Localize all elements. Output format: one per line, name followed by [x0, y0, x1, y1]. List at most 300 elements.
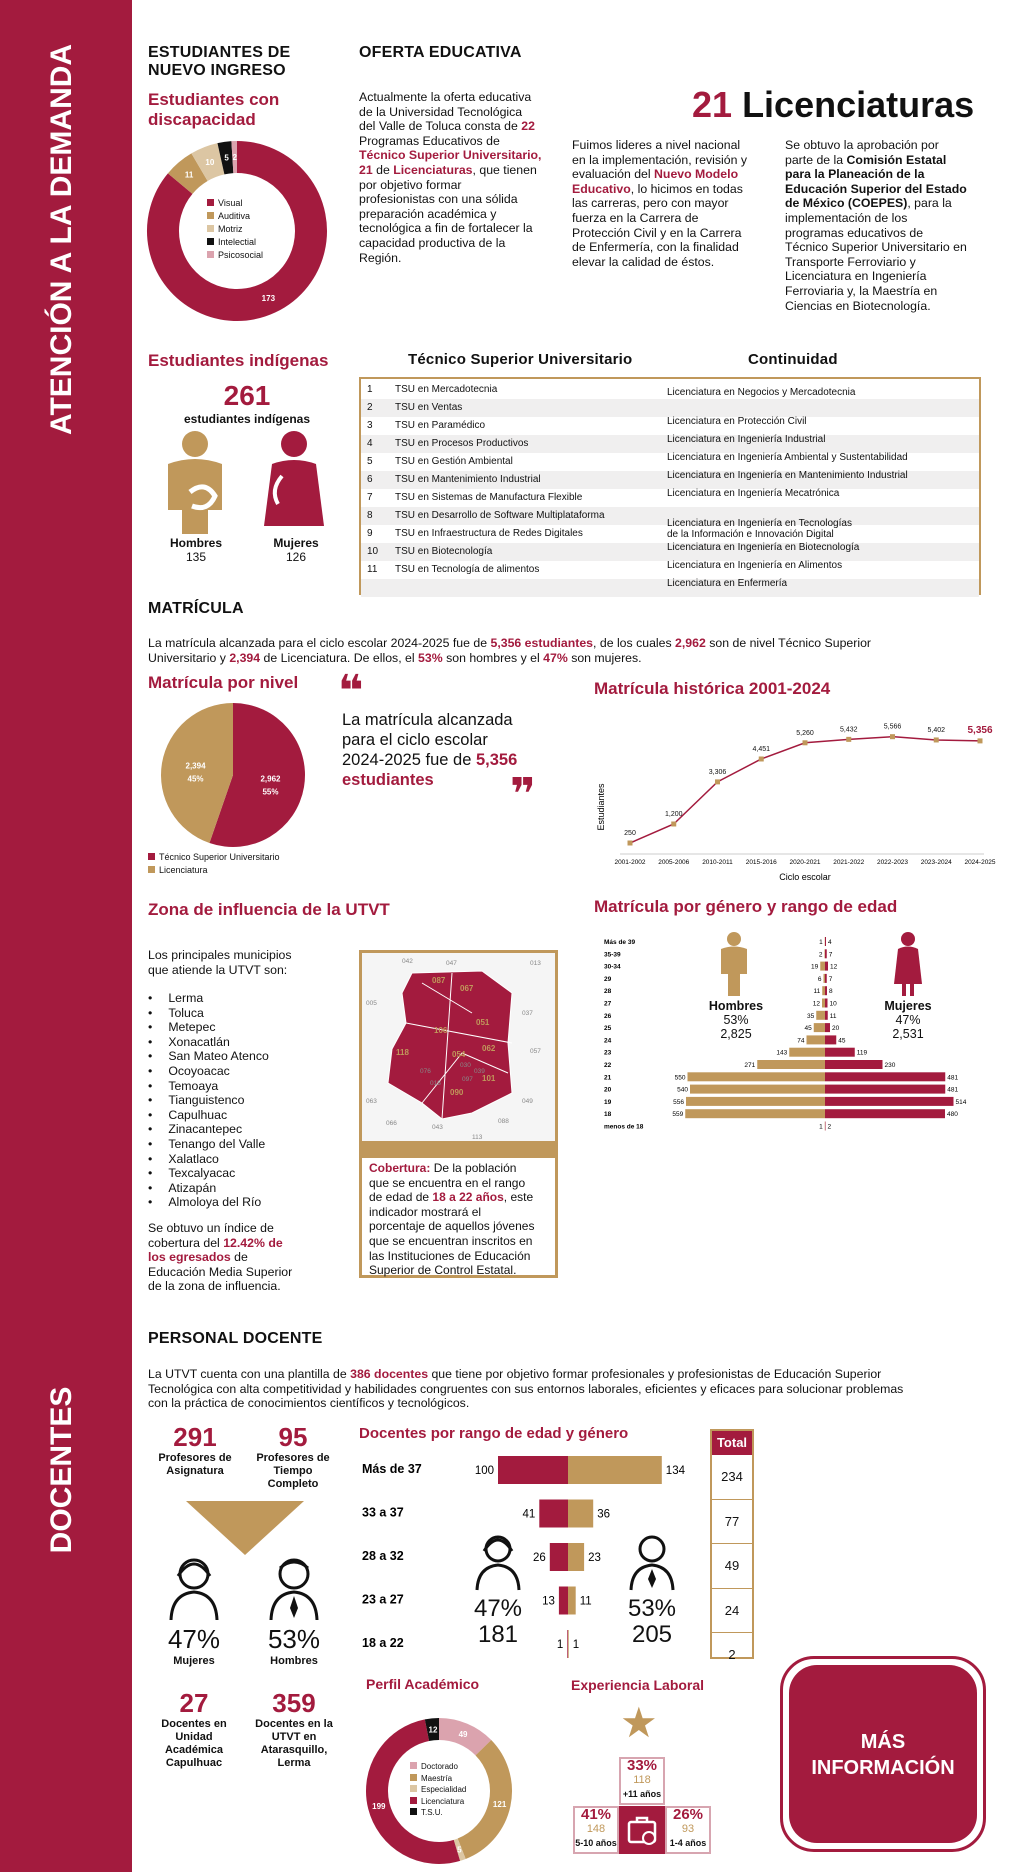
exp-5-10-box: 41% 148 5-10 años — [573, 1806, 619, 1854]
donut-value: 5 — [457, 1845, 462, 1855]
oferta-text-3: Se obtuvo la aprobación por parte de la Comisión Estatal para la Planeación de la Educación Superior del Estado de México (COEPES), para la implementación de los programas educativos de Técnico Superior Universitario en Transporte Ferroviario y Licenciatura en Ingeniería Ferroviaria y, la Maestría en Ciencias en Biotecnología. — [785, 138, 967, 313]
map-code: 062 — [482, 1044, 496, 1053]
tabla-header-tsu: Técnico Superior Universitario — [408, 351, 633, 368]
donut-value: 2 — [232, 153, 237, 163]
pie-value: 2,962 — [260, 774, 281, 784]
map-code: 066 — [386, 1120, 397, 1127]
bar-hombres — [822, 986, 825, 995]
value-hombres: 11 — [813, 988, 821, 996]
bar-mujeres — [825, 1072, 945, 1081]
table-row — [361, 399, 979, 417]
bar-mujeres — [825, 999, 828, 1008]
value-hombres: 550 — [674, 1074, 686, 1082]
rango-hombre-icon — [628, 1533, 676, 1591]
section-title-docentes: DOCENTES — [45, 1386, 78, 1554]
value-mujeres: 20 — [832, 1025, 840, 1033]
legend-item: T.S.U. — [410, 1807, 466, 1819]
value-hombres: 556 — [673, 1098, 684, 1106]
donut-value: 12 — [428, 1725, 438, 1735]
value-mujeres: 7 — [828, 951, 833, 959]
pie-pct: 55% — [262, 787, 279, 797]
municipio-item: • Tianguistenco — [148, 1093, 245, 1108]
row-number: 6 — [367, 474, 373, 485]
tiempo-completo-count: 95 — [278, 1422, 308, 1452]
map-code: 018 — [430, 1080, 441, 1087]
bar-mujeres — [550, 1543, 568, 1571]
map-code: 047 — [446, 960, 457, 967]
row-number: 4 — [367, 438, 373, 449]
total-cell: 234 — [721, 1469, 743, 1484]
row-number: 1 — [367, 384, 373, 395]
value-hombres: 559 — [672, 1111, 684, 1119]
value-hombres: 6 — [817, 975, 822, 983]
oferta-text-1: Actualmente la oferta educativa de la Universidad Tecnológica del Valle de Toluca consta de 22 Programas Educativos de Técnico Superior Universitario, 21 de Licenciaturas, que tienen por objetivo formar profesionistas con una sólida preparación académica y tecnológica a fin de fortalecer la capacidad productiva de la Región. — [359, 90, 542, 265]
age-label: 19 — [604, 1098, 612, 1106]
value-hombres: 1 — [819, 939, 823, 946]
historica-title: Matrícula histórica 2001-2024 — [594, 679, 831, 698]
donut-value: 121 — [492, 1800, 507, 1810]
oferta-title: OFERTA EDUCATIVA — [359, 44, 522, 61]
data-label: 5,566 — [883, 723, 902, 731]
bar-hombres — [824, 974, 826, 983]
municipio-item: • Temoaya — [148, 1078, 219, 1093]
map-code: 049 — [522, 1098, 533, 1105]
mujeres-pct: 47% — [167, 1624, 221, 1654]
legend-item: Técnico Superior Universitario — [148, 851, 280, 864]
bar-hombres — [825, 949, 826, 958]
matricula-text: La matrícula alcanzada para el ciclo escolar 2024-2025 fue de 5,356 estudiantes, de los cuales 2,962 son de nivel Técnico Superior Universitario y 2,394 de Licenciatura. De ellos, el 53% son hombres y el 47% son mujeres. — [148, 636, 872, 665]
legend-item: Auditiva — [207, 210, 263, 223]
cobertura-box: Cobertura: De la población que se encuentra en el rango de edad de 18 a 22 años, este indicador mostrará el porcentaje de aquellos jóvenes que se encuentran inscritos en las Instituciones de Educación Superior de Control Estatal. — [359, 1144, 558, 1278]
bar-mujeres — [825, 1109, 945, 1118]
value-mujeres: 12 — [830, 963, 838, 971]
value-mujeres: 13 — [542, 1595, 555, 1608]
age-label: menos de 18 — [604, 1123, 644, 1131]
rango-mujeres: 47% 181 — [473, 1595, 523, 1648]
map-code: 030 — [460, 1062, 471, 1069]
tabla-header-continuidad: Continuidad — [748, 351, 838, 368]
map-code: 005 — [366, 1000, 377, 1007]
value-mujeres: 4 — [828, 939, 832, 946]
value-hombres: 36 — [597, 1508, 610, 1521]
age-label: 20 — [604, 1086, 612, 1094]
man-icon — [160, 430, 230, 535]
data-label: 5,432 — [839, 726, 858, 734]
mujeres-icon — [892, 932, 924, 998]
value-mujeres: 230 — [884, 1062, 896, 1069]
municipios-list — [148, 991, 269, 1210]
donut-value: 11 — [184, 170, 194, 180]
age-label: 24 — [604, 1037, 612, 1045]
municipio-item: • Almoloya del Río — [148, 1195, 262, 1210]
historica-chart — [590, 712, 996, 884]
municipio-item: • Atizapán — [148, 1180, 217, 1195]
data-label: 3,306 — [708, 768, 727, 776]
rango-label: 23 a 27 — [362, 1592, 404, 1607]
series-line — [630, 737, 980, 843]
map-code: 054 — [452, 1050, 466, 1059]
map-code: 097 — [462, 1076, 473, 1083]
row-number: 11 — [367, 564, 378, 575]
map-code: 039 — [474, 1068, 485, 1075]
rango-label: 28 a 32 — [362, 1549, 404, 1563]
map-code: 113 — [472, 1134, 483, 1141]
row-number: 2 — [367, 402, 373, 413]
legend-item: Visual — [207, 197, 263, 210]
bar-mujeres — [825, 1097, 954, 1106]
hombres-icon — [718, 932, 750, 998]
x-axis-label: Ciclo escolar — [779, 872, 831, 882]
value-hombres: 540 — [677, 1086, 688, 1094]
total-cell: 2 — [712, 1632, 752, 1677]
value-hombres: 143 — [776, 1049, 788, 1057]
genero-title: Matrícula por género y rango de edad — [594, 897, 898, 916]
docentes-text: La UTVT cuenta con una plantilla de 386 docentes que tiene por objetivo formar profesionales y profesionistas de Educación Superior Tecnológica con alta competitividad y habilidades congruentes con sus entornos laborales, eficientes y eficaces para solucionar problemas con la práctica de conocimientos científicos y tecnológicos. — [148, 1367, 904, 1411]
total-cell: 49 — [712, 1543, 752, 1588]
discapacidad-title: Estudiantes con discapacidad — [148, 90, 280, 129]
municipio-item: • Toluca — [148, 1005, 204, 1020]
x-tick-label: 2022-2023 — [876, 859, 909, 866]
matricula-nivel-title: Matrícula por nivel — [148, 673, 299, 692]
y-axis-label: Estudiantes — [596, 783, 606, 831]
genero-mujeres: Mujeres 47% 2,531 — [884, 999, 932, 1041]
data-point — [846, 737, 851, 742]
map-code: 088 — [498, 1118, 509, 1125]
bar-hombres — [568, 1500, 593, 1528]
x-tick-label: 2010-2011 — [702, 859, 733, 866]
value-hombres: 45 — [804, 1025, 812, 1033]
zona-influencia-map — [359, 950, 558, 1144]
age-label: 25 — [604, 1025, 612, 1033]
bar-mujeres — [825, 1023, 830, 1032]
value-hombres: 134 — [665, 1465, 685, 1477]
age-label: 22 — [604, 1062, 612, 1069]
woman-icon — [258, 430, 330, 535]
pie-value: 2,394 — [185, 761, 206, 771]
age-label: 26 — [604, 1012, 612, 1020]
tsu-cell: TSU en Ventas — [395, 402, 463, 413]
map-code: 051 — [476, 1018, 490, 1027]
total-cell: 24 — [712, 1588, 752, 1633]
age-label: 23 — [604, 1049, 612, 1057]
rango-title: Docentes por rango de edad y género — [359, 1425, 629, 1442]
data-label: 5,356 — [967, 724, 993, 736]
continuidad-cell: Licenciatura en Enfermería — [667, 578, 788, 589]
x-tick-label: 2015-2016 — [745, 859, 777, 866]
docentes-title: PERSONAL DOCENTE — [148, 1330, 323, 1347]
asignatura-count: 291 — [173, 1422, 217, 1452]
discapacidad-legend — [207, 197, 263, 262]
bar-hombres — [807, 1035, 826, 1044]
map-code: 042 — [402, 958, 413, 965]
map-code: 057 — [530, 1048, 541, 1055]
age-label: 30-34 — [604, 963, 621, 971]
value-mujeres: 11 — [829, 1012, 837, 1020]
continuidad-cell: Licenciatura en Ingeniería Industrial — [667, 434, 826, 445]
map-code: 101 — [482, 1074, 496, 1083]
matricula-quote: La matrícula alcanzada para el ciclo escolar 2024-2025 fue de 5,356 estudiantes — [342, 711, 518, 789]
donut-value: 10 — [205, 158, 215, 168]
tsu-cell: TSU en Paramédico — [395, 420, 486, 431]
docente-hombre-icon — [268, 1556, 320, 1622]
value-hombres: 19 — [811, 963, 819, 971]
perfil-title: Perfil Académico — [366, 1676, 480, 1692]
age-label: 18 — [604, 1111, 612, 1119]
value-mujeres: 119 — [856, 1049, 868, 1057]
map-code: 043 — [432, 1124, 443, 1131]
map-code: 013 — [530, 960, 541, 967]
value-hombres: 1 — [819, 1123, 823, 1131]
bar-mujeres — [539, 1500, 568, 1528]
bar-hombres — [789, 1048, 825, 1057]
map-code: 087 — [432, 976, 446, 985]
rango-label: 33 a 37 — [362, 1505, 404, 1520]
bar-hombres — [816, 1011, 825, 1020]
indigenas-label: estudiantes indígenas — [183, 412, 311, 426]
funnel-icon — [186, 1501, 304, 1555]
municipio-item: • Capulhuac — [148, 1107, 228, 1122]
total-cell: 77 — [712, 1499, 752, 1544]
value-hombres: 11 — [579, 1595, 592, 1608]
bar-mujeres — [559, 1587, 568, 1615]
bar-mujeres — [825, 1085, 945, 1094]
data-point — [715, 779, 720, 784]
map-code: 063 — [366, 1098, 377, 1105]
bar-mujeres — [825, 962, 828, 971]
value-mujeres: 1 — [556, 1639, 564, 1651]
data-point — [934, 737, 939, 742]
exp-1-4-box: 26% 93 1-4 años — [665, 1806, 711, 1854]
matricula-nivel-legend — [148, 851, 280, 877]
pie-pct: 45% — [187, 774, 204, 784]
x-tick-label: 2020-2021 — [789, 859, 821, 866]
donut-value: 5 — [224, 153, 229, 163]
data-label: 1,200 — [664, 811, 683, 818]
age-label: 27 — [604, 1000, 612, 1008]
age-label: 21 — [604, 1074, 612, 1082]
rango-label: Más de 37 — [362, 1462, 422, 1476]
briefcase-icon — [619, 1806, 665, 1854]
zona-intro: Los principales municipios que atiende la UTVT son: — [148, 948, 292, 977]
bar-hombres — [568, 1543, 584, 1571]
map-code: 090 — [450, 1088, 464, 1097]
continuidad-cell: Licenciatura en Ingeniería en Tecnologías — [667, 518, 852, 529]
bar-mujeres — [825, 1035, 836, 1044]
continuidad-cell: Licenciatura en Ingeniería en Mantenimiento Industrial — [667, 470, 908, 481]
bar-mujeres — [498, 1456, 568, 1484]
value-mujeres: 7 — [828, 975, 833, 983]
quote-open-icon: ❝ — [338, 667, 364, 716]
continuidad-cell: Licenciatura en Protección Civil — [667, 416, 807, 427]
capulhuac-label: Docentes en Unidad Académica Capulhuac — [161, 1718, 227, 1769]
bar-mujeres — [825, 986, 827, 995]
indigenas-mujeres: Mujeres 126 — [273, 536, 319, 564]
value-hombres: 35 — [807, 1012, 815, 1020]
municipio-item: • Ocoyoacac — [148, 1063, 230, 1078]
tiempo-completo-label: Profesores de Tiempo Completo — [256, 1452, 330, 1490]
map-code: 106 — [434, 1026, 448, 1035]
age-label: Más de 39 — [604, 939, 636, 946]
bar-mujeres — [825, 1048, 855, 1057]
x-tick-label: 2001-2002 — [614, 859, 646, 866]
value-mujeres: 514 — [955, 1098, 967, 1106]
indigenas-hombres: Hombres 135 — [169, 536, 222, 564]
indigenas-title: Estudiantes indígenas — [148, 351, 329, 370]
legend-item: Motriz — [207, 223, 263, 236]
map-code: 037 — [522, 1010, 533, 1017]
donut-value: 199 — [372, 1801, 386, 1811]
continuidad-cell: Licenciatura en Ingeniería Ambiental y Sustentabilidad — [667, 452, 908, 463]
value-mujeres: 41 — [522, 1508, 536, 1521]
age-label: 28 — [604, 988, 612, 996]
bar-hombres — [685, 1109, 825, 1118]
hombres-pct-label: Hombres — [270, 1655, 318, 1667]
star-icon: ★ — [620, 1699, 658, 1746]
row-number: 5 — [367, 456, 373, 467]
legend-item: Maestría — [410, 1773, 466, 1785]
tsu-cell: TSU en Mantenimiento Industrial — [395, 474, 541, 485]
municipio-item: • Lerma — [148, 991, 204, 1005]
bar-hombres — [686, 1097, 825, 1106]
row-number: 3 — [367, 420, 373, 431]
tsu-cell: TSU en Tecnología de alimentos — [395, 564, 540, 575]
data-point — [759, 756, 764, 761]
data-label: 4,451 — [752, 745, 771, 753]
row-number: 10 — [367, 546, 379, 557]
asignatura-label: Profesores de Asignatura — [158, 1452, 232, 1477]
zona-title: Zona de influencia de la UTVT — [148, 900, 390, 919]
value-mujeres: 481 — [947, 1074, 959, 1082]
data-label: 250 — [624, 830, 636, 837]
mas-informacion-button[interactable]: MÁS INFORMACIÓN — [780, 1656, 986, 1852]
tsu-cell: TSU en Sistemas de Manufactura Flexible — [395, 492, 583, 503]
municipio-item: • Xonacatlán — [148, 1034, 230, 1049]
data-point — [803, 740, 808, 745]
bar-hombres — [568, 1456, 662, 1484]
legend-item: Licenciatura — [410, 1796, 466, 1808]
data-point — [628, 841, 633, 846]
legend-item: Doctorado — [410, 1761, 466, 1773]
value-hombres: 23 — [588, 1552, 601, 1564]
municipio-item: • Zinacantepec — [148, 1122, 243, 1137]
continuidad-cell: de la Información e Innovación Digital — [667, 529, 834, 540]
map-code: 067 — [460, 984, 474, 993]
row-number: 9 — [367, 528, 373, 539]
bar-mujeres — [567, 1630, 568, 1658]
data-label: 5,260 — [796, 729, 814, 737]
rango-label: 18 a 22 — [362, 1636, 404, 1650]
data-label: 5,402 — [927, 726, 946, 734]
bar-hombres — [568, 1630, 569, 1658]
matricula-title: MATRÍCULA — [148, 600, 244, 617]
genero-hombres: Hombres 53% 2,825 — [708, 999, 764, 1041]
value-mujeres: 10 — [829, 1000, 837, 1008]
licenciaturas-headline: 21 Licenciaturas — [692, 84, 975, 125]
bar-hombres — [690, 1085, 825, 1094]
donut-value: 49 — [458, 1729, 468, 1739]
x-tick-label: 2021-2022 — [833, 859, 865, 866]
section-title-atencion: ATENCIÓN A LA DEMANDA — [45, 43, 78, 435]
continuidad-cell: Licenciatura en Ingeniería Mecatrónica — [667, 488, 840, 499]
map-code: 118 — [396, 1048, 409, 1057]
data-point — [671, 822, 676, 827]
donut-value: 173 — [261, 294, 276, 304]
legend-item: Especialidad — [410, 1784, 466, 1796]
rango-hombres: 53% 205 — [627, 1595, 677, 1648]
bar-mujeres — [825, 1011, 828, 1020]
bar-mujeres — [825, 974, 827, 983]
tsu-cell: TSU en Infraestructura de Redes Digitales — [395, 528, 583, 539]
docente-mujer-icon — [168, 1556, 220, 1622]
perfil-legend — [410, 1761, 466, 1819]
exp-11-box: 33% 118 +11 años — [619, 1757, 665, 1805]
bar-mujeres — [825, 937, 826, 946]
atarasquillo-label: Docentes en la UTVT en Atarasquillo, Lerma — [255, 1718, 333, 1769]
rango-mujer-icon — [474, 1533, 522, 1591]
value-mujeres: 45 — [838, 1037, 846, 1045]
quote-close-icon: ❞ — [510, 770, 536, 819]
bar-hombres — [822, 999, 825, 1008]
value-hombres: 74 — [797, 1037, 805, 1045]
continuidad-cell: Licenciatura en Ingeniería en Biotecnología — [667, 542, 860, 553]
donut-slice — [462, 1748, 501, 1849]
tsu-table — [359, 377, 981, 595]
experiencia-title: Experiencia Laboral — [571, 1677, 705, 1693]
bar-hombres — [757, 1060, 825, 1069]
row-number: 8 — [367, 510, 373, 521]
tsu-cell: TSU en Biotecnología — [395, 546, 493, 557]
municipio-item: • Metepec — [148, 1020, 216, 1035]
x-tick-label: 2024-2025 — [964, 859, 996, 866]
total-header: Total — [712, 1431, 752, 1455]
bar-hombres — [814, 1023, 825, 1032]
atarasquillo-count: 359 — [272, 1688, 316, 1718]
value-hombres: 1 — [572, 1639, 580, 1651]
municipio-item: • Xalatlaco — [148, 1151, 219, 1166]
indigenas-count: 261 — [223, 380, 271, 411]
age-label: 29 — [604, 975, 612, 983]
tsu-cell: TSU en Desarrollo de Software Multiplataforma — [395, 510, 605, 521]
map-code: 076 — [420, 1068, 431, 1075]
tsu-cell: TSU en Procesos Productivos — [395, 438, 529, 449]
ingreso-title: ESTUDIANTES DE NUEVO INGRESO — [148, 44, 291, 79]
continuidad-cell: Licenciatura en Ingeniería en Alimentos — [667, 560, 843, 571]
municipio-item: • Tenango del Valle — [148, 1136, 266, 1151]
x-tick-label: 2023-2024 — [920, 859, 952, 866]
value-hombres: 2 — [818, 951, 823, 959]
age-label: 35-39 — [604, 951, 621, 959]
bar-mujeres — [825, 1060, 883, 1069]
value-mujeres: 480 — [947, 1111, 958, 1119]
municipio-item: • San Mateo Atenco — [148, 1049, 269, 1064]
bar-hombres — [820, 962, 825, 971]
legend-item: Psicosocial — [207, 249, 263, 262]
continuidad-cell: Licenciatura en Negocios y Mercadotecnia — [667, 387, 856, 398]
data-point — [978, 738, 983, 743]
tsu-cell: TSU en Gestión Ambiental — [395, 456, 513, 467]
oferta-text-2: Fuimos lideres a nivel nacional en la implementación, revisión y evaluación del Nuevo Modelo Educativo, lo hicimos en todas las carreras, pero con mayor fuerza en la Carrera de Protección Civil y en la Carrera de Enfermería, con la finalidad elevar la calidad de éstos. — [572, 138, 747, 269]
row-number: 7 — [367, 492, 373, 503]
legend-item: Licenciatura — [148, 864, 280, 877]
value-mujeres: 100 — [474, 1465, 494, 1477]
tsu-cell: TSU en Mercadotecnia — [395, 384, 498, 395]
value-mujeres: 26 — [533, 1552, 546, 1564]
data-point — [890, 734, 895, 739]
matricula-nivel-pie — [160, 702, 306, 848]
mujeres-pct-label: Mujeres — [173, 1655, 215, 1667]
bar-mujeres — [825, 1122, 826, 1131]
value-mujeres: 2 — [827, 1123, 832, 1131]
